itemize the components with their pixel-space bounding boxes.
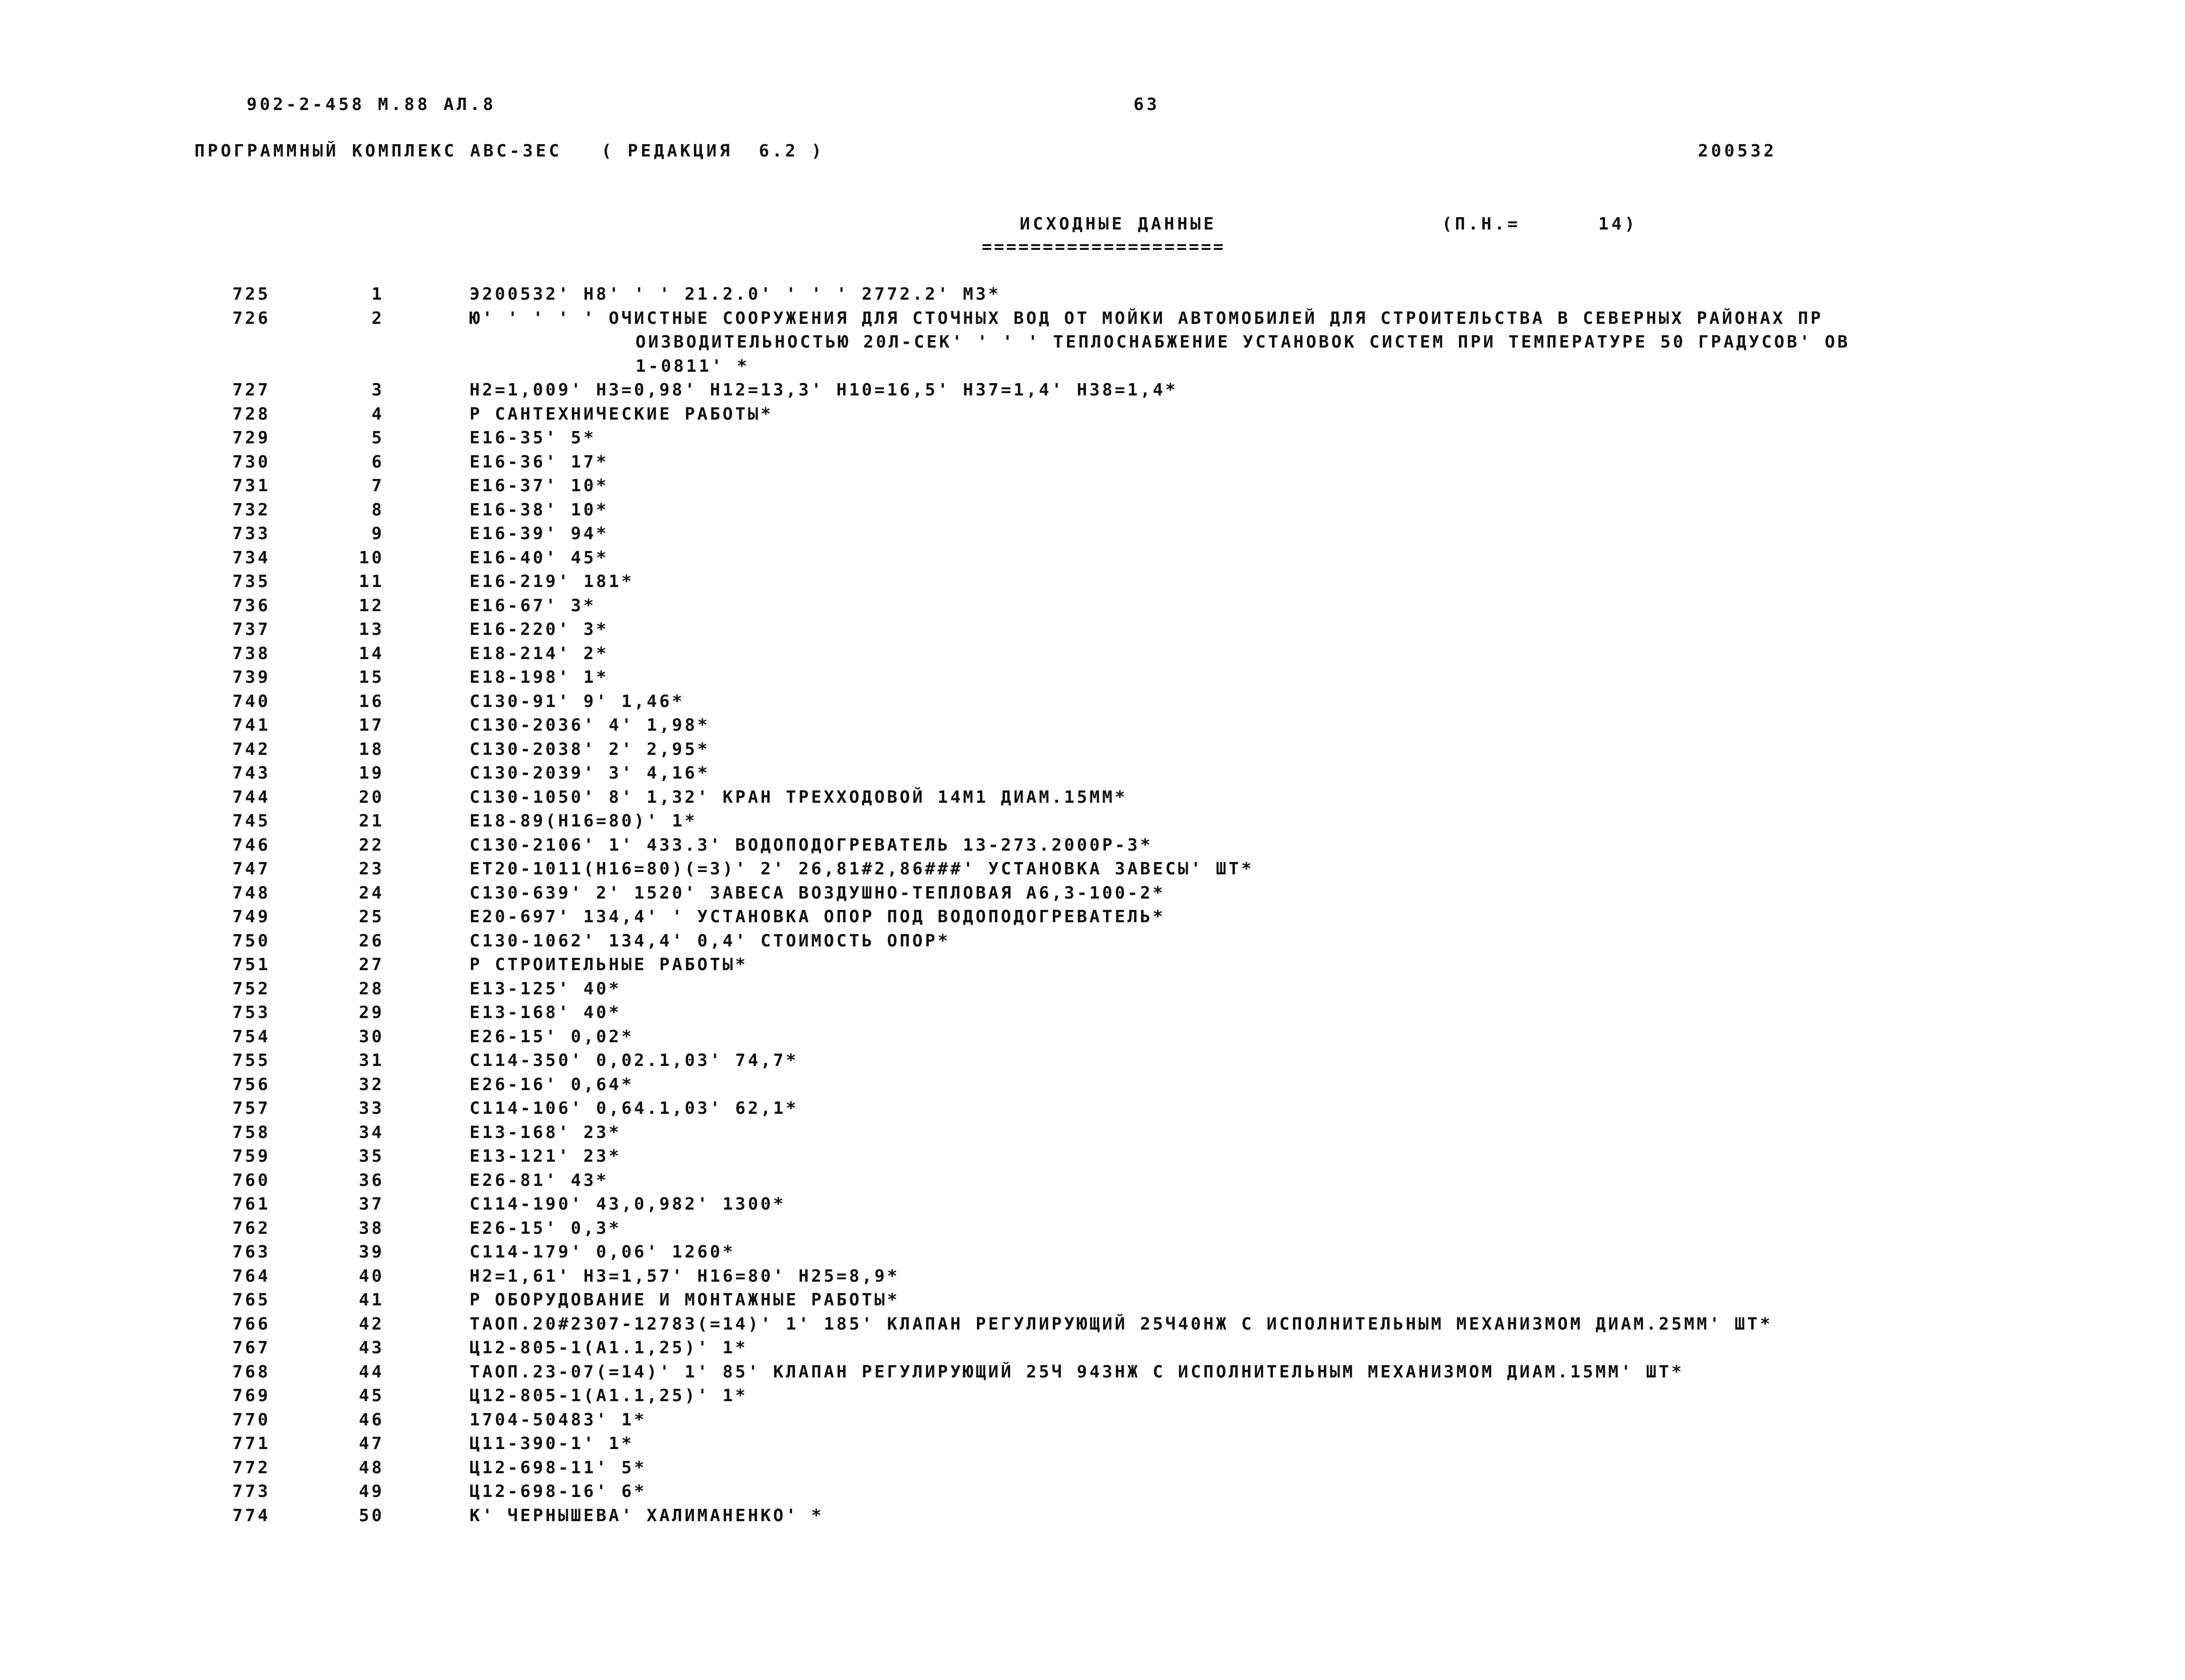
row-line-number: 1 [371,285,384,304]
pn-value: 14) [1598,214,1638,234]
row-text: Ц12-805-1(А1.1,25)' 1* [470,1386,748,1405]
row-text: Е16-67' 3* [470,596,596,615]
row-line-number: 45 [359,1386,384,1405]
row-text: Е16-35' 5* [470,428,596,448]
row-text: С114-350' 0,02.1,03' 74,7* [470,1051,799,1070]
row-sequence-number: 761 [232,1194,271,1214]
row-text: С114-190' 43,0,982' 1300* [470,1194,786,1214]
row-line-number: 30 [359,1027,384,1047]
row-text: Е26-81' 43* [470,1170,609,1190]
row-sequence-number: 768 [232,1362,271,1382]
section-underline: ==================== [982,237,1226,257]
row-sequence-number: 749 [232,907,271,927]
row-sequence-number: 734 [232,548,271,568]
row-sequence-number: 759 [232,1147,271,1166]
row-line-number: 2 [371,308,384,328]
row-text: 1704-50483' 1* [470,1410,647,1430]
row-text: С130-91' 9' 1,46* [470,691,685,711]
row-text: Е16-37' 10* [470,476,609,496]
row-sequence-number: 739 [232,668,271,687]
listing-row [0,476,2185,500]
row-text: Е13-168' 40* [470,1003,622,1022]
row-line-number: 24 [359,883,384,903]
listing-row [0,596,2185,620]
listing-row [0,524,2185,548]
listing-row [0,907,2185,931]
row-line-number: 19 [359,763,384,783]
document-code: 902-2-458 М.88 АЛ.8 [247,95,496,114]
listing-row [0,811,2185,835]
row-sequence-number: 756 [232,1074,271,1094]
listing-row [0,1458,2185,1482]
row-line-number: 32 [359,1074,384,1094]
row-line-number: 50 [359,1506,384,1525]
listing-row [0,692,2185,716]
row-text: ЕТ20-1011(Н16=80)(=3)' 2' 26,81#2,86###' УСТАНОВКА ЗАВЕСЫ' ШТ* [470,859,1254,879]
row-sequence-number: 748 [232,883,271,903]
row-line-number: 3 [371,380,384,400]
row-text: К' ЧЕРНЫШЕВА' ХАЛИМАНЕНКО' * [470,1506,824,1525]
listing-row [0,979,2185,1003]
row-line-number: 35 [359,1147,384,1166]
row-line-number: 27 [359,955,384,974]
row-sequence-number: 745 [232,811,271,831]
listing-row [0,285,2185,309]
listing-row [0,835,2185,860]
row-text: Ц12-805-1(А1.1,25)' 1* [470,1338,748,1358]
row-sequence-number: 752 [232,979,271,999]
listing-row [0,1482,2185,1506]
row-sequence-number: 731 [232,476,271,496]
row-sequence-number: 725 [232,285,271,304]
row-sequence-number: 750 [232,931,271,951]
row-line-number: 5 [371,428,384,448]
row-line-number: 17 [359,716,384,735]
row-line-number: 21 [359,811,384,831]
listing-row [0,452,2185,477]
row-text: Е16-36' 17* [470,452,609,472]
listing-row [0,740,2185,764]
row-line-number: 25 [359,907,384,927]
row-line-number: 11 [359,572,384,591]
row-sequence-number: 744 [232,787,271,807]
row-sequence-number: 741 [232,716,271,735]
row-line-number: 47 [359,1434,384,1453]
listing-row [0,428,2185,452]
row-text: Н2=1,009' Н3=0,98' Н12=13,3' Н10=16,5' Н37=1,4' Н38=1,4* [470,380,1178,400]
row-sequence-number: 735 [232,572,271,591]
row-sequence-number: 773 [232,1482,271,1501]
row-text: Е16-40' 45* [470,548,609,568]
row-sequence-number: 760 [232,1170,271,1190]
row-text: Н2=1,61' Н3=1,57' Н16=80' Н25=8,9* [470,1266,900,1286]
row-line-number: 49 [359,1482,384,1501]
listing-row [0,404,2185,429]
listing-row [0,763,2185,788]
row-text: Е16-38' 10* [470,500,609,520]
row-text: Е18-89(Н16=80)' 1* [470,811,698,831]
row-line-number: 14 [359,643,384,663]
row-line-number: 12 [359,596,384,615]
pn-label: (П.Н.= [1442,214,1521,234]
listing-row [0,668,2185,692]
row-sequence-number: 763 [232,1242,271,1262]
row-sequence-number: 728 [232,404,271,424]
row-sequence-number: 770 [232,1410,271,1430]
row-text: Э200532' Н8' ' ' 21.2.0' ' ' ' 2772.2' М3* [470,285,1001,304]
row-line-number: 13 [359,620,384,639]
listing-row [0,1506,2185,1530]
listing-row [0,955,2185,979]
row-sequence-number: 743 [232,763,271,783]
listing-row [0,1290,2185,1314]
row-sequence-number: 740 [232,691,271,711]
row-line-number: 37 [359,1194,384,1214]
row-line-number: 34 [359,1122,384,1142]
row-line-number: 36 [359,1170,384,1190]
row-sequence-number: 765 [232,1290,271,1310]
listing-row [0,1338,2185,1362]
row-text: Р СТРОИТЕЛЬНЫЕ РАБОТЫ* [470,955,748,974]
listing-row [0,1123,2185,1147]
listing-row [0,1242,2185,1267]
row-sequence-number: 766 [232,1314,271,1334]
row-continuation-text: 1-0811' * [636,356,750,376]
row-sequence-number: 730 [232,452,271,472]
listing-row [0,859,2185,883]
row-sequence-number: 736 [232,596,271,615]
row-sequence-number: 754 [232,1027,271,1047]
row-sequence-number: 757 [232,1099,271,1118]
listing-row [0,620,2185,644]
listing-row [0,1267,2185,1291]
row-sequence-number: 774 [232,1506,271,1525]
row-line-number: 20 [359,787,384,807]
row-line-number: 48 [359,1458,384,1478]
row-line-number: 16 [359,691,384,711]
row-sequence-number: 742 [232,739,271,759]
listing-row [0,309,2185,333]
row-text: Е20-697' 134,4' ' УСТАНОВКА ОПОР ПОД ВОДОПОДОГРЕВАТЕЛЬ* [470,907,1166,927]
row-text: Е13-125' 40* [470,979,622,999]
page-number: 63 [1134,95,1160,114]
listing-row [0,1386,2185,1410]
listing-row [0,883,2185,908]
row-sequence-number: 762 [232,1218,271,1238]
listing-row-continuation [0,357,2185,381]
row-line-number: 18 [359,739,384,759]
row-line-number: 38 [359,1218,384,1238]
row-line-number: 33 [359,1099,384,1118]
row-continuation-text: ОИЗВОДИТЕЛЬНОСТЬЮ 20Л-СЕК' ' ' ' ТЕПЛОСНАБЖЕНИЕ УСТАНОВОК СИСТЕМ ПРИ ТЕМПЕРАТУРЕ 50 ГРАДУСОВ' ОВ [636,332,1850,352]
listing-row [0,716,2185,740]
row-line-number: 26 [359,931,384,951]
row-line-number: 4 [371,404,384,424]
row-line-number: 22 [359,835,384,855]
data-listing [0,285,2185,1530]
row-sequence-number: 772 [232,1458,271,1478]
listing-row [0,548,2185,572]
listing-row [0,1362,2185,1386]
row-text: Е13-168' 23* [470,1122,622,1142]
listing-row [0,500,2185,524]
row-line-number: 42 [359,1314,384,1334]
row-text: Ц12-698-16' 6* [470,1482,647,1501]
listing-row [0,644,2185,668]
listing-row [0,380,2185,404]
document-number: 200532 [1698,141,1777,161]
row-text: ТАОП.20#2307-12783(=14)' 1' 185' КЛАПАН РЕГУЛИРУЮЩИЙ 25Ч40НЖ С ИСПОЛНИТЕЛЬНЫМ МЕХАНИЗМОМ ДИАМ.25ММ' ШТ* [470,1314,1773,1334]
row-line-number: 9 [371,524,384,543]
row-text: С130-639' 2' 1520' ЗАВЕСА ВОЗДУШНО-ТЕПЛОВАЯ А6,3-100-2* [470,883,1166,903]
row-text: Р ОБОРУДОВАНИЕ И МОНТАЖНЫЕ РАБОТЫ* [470,1290,900,1310]
row-line-number: 7 [371,476,384,496]
row-text: С114-106' 0,64.1,03' 62,1* [470,1099,799,1118]
row-line-number: 40 [359,1266,384,1286]
listing-row [0,931,2185,955]
row-line-number: 31 [359,1051,384,1070]
row-text: С130-2106' 1' 433.3' ВОДОПОДОГРЕВАТЕЛЬ 13-273.2000Р-3* [470,835,1153,855]
row-sequence-number: 746 [232,835,271,855]
listing-row [0,1219,2185,1243]
row-line-number: 44 [359,1362,384,1382]
listing-row [0,572,2185,596]
row-text: Е18-198' 1* [470,668,609,687]
row-text: Е13-121' 23* [470,1147,622,1166]
row-line-number: 39 [359,1242,384,1262]
listing-row [0,1075,2185,1099]
row-sequence-number: 729 [232,428,271,448]
listing-row [0,1314,2185,1339]
row-sequence-number: 769 [232,1386,271,1405]
row-sequence-number: 753 [232,1003,271,1022]
program-title [194,141,824,161]
row-text: С130-2036' 4' 1,98* [470,716,710,735]
row-line-number: 6 [371,452,384,472]
row-sequence-number: 758 [232,1122,271,1142]
row-line-number: 41 [359,1290,384,1310]
row-text: Е16-39' 94* [470,524,609,543]
row-text: Р САНТЕХНИЧЕСКИЕ РАБОТЫ* [470,404,774,424]
row-text: С130-2039' 3' 4,16* [470,763,710,783]
row-text: Е26-16' 0,64* [470,1074,634,1094]
row-sequence-number: 747 [232,859,271,879]
row-text: С114-179' 0,06' 1260* [470,1242,736,1262]
row-text: С130-1062' 134,4' 0,4' СТОИМОСТЬ ОПОР* [470,931,950,951]
listing-row [0,1147,2185,1171]
row-line-number: 29 [359,1003,384,1022]
row-line-number: 43 [359,1338,384,1358]
row-sequence-number: 771 [232,1434,271,1453]
row-line-number: 8 [371,500,384,520]
row-sequence-number: 737 [232,620,271,639]
row-sequence-number: 764 [232,1266,271,1286]
row-sequence-number: 732 [232,500,271,520]
listing-row [0,1194,2185,1219]
row-line-number: 15 [359,668,384,687]
row-text: С130-2038' 2' 2,95* [470,739,710,759]
listing-row [0,1171,2185,1195]
listing-row-continuation [0,332,2185,357]
row-sequence-number: 751 [232,955,271,974]
row-text: Е16-219' 181* [470,572,634,591]
row-sequence-number: 727 [232,380,271,400]
row-text: Е16-220' 3* [470,620,609,639]
row-sequence-number: 755 [232,1051,271,1070]
row-text: С130-1050' 8' 1,32' КРАН ТРЕХХОДОВОЙ 14М1 ДИАМ.15ММ* [470,787,1128,807]
listing-row [0,1003,2185,1027]
listing-row [0,1051,2185,1075]
row-sequence-number: 733 [232,524,271,543]
row-text: Е26-15' 0,02* [470,1027,634,1047]
program-title-text: ПРОГРАММНЫЙ КОМПЛЕКС АВС-3ЕС ( РЕДАКЦИЯ 6.2 ) [194,141,825,161]
listing-row [0,1434,2185,1458]
row-sequence-number: 738 [232,643,271,663]
listing-row [0,1410,2185,1434]
row-text: ТАОП.23-07(=14)' 1' 85' КЛАПАН РЕГУЛИРУЮЩИЙ 25Ч 943НЖ С ИСПОЛНИТЕЛЬНЫМ МЕХАНИЗМОМ ДИАМ.15ММ' ШТ* [470,1362,1684,1382]
row-sequence-number: 726 [232,308,271,328]
row-text: Е26-15' 0,3* [470,1218,622,1238]
row-text: Ю' ' ' ' ' ОЧИСТНЫЕ СООРУЖЕНИЯ ДЛЯ СТОЧНЫХ ВОД ОТ МОЙКИ АВТОМОБИЛЕЙ ДЛЯ СТРОИТЕЛЬСТВА В СЕВЕРНЫХ РАЙОНАХ ПР [470,308,1824,328]
row-text: Е18-214' 2* [470,643,609,663]
row-text: Ц11-390-1' 1* [470,1434,634,1453]
row-sequence-number: 767 [232,1338,271,1358]
listing-row [0,1099,2185,1123]
section-title: ИСХОДНЫЕ ДАННЫЕ [1020,214,1217,234]
listing-row [0,1027,2185,1051]
row-line-number: 28 [359,979,384,999]
row-line-number: 23 [359,859,384,879]
row-line-number: 10 [359,548,384,568]
row-text: Ц12-698-11' 5* [470,1458,647,1478]
listing-row [0,788,2185,812]
row-line-number: 46 [359,1410,384,1430]
